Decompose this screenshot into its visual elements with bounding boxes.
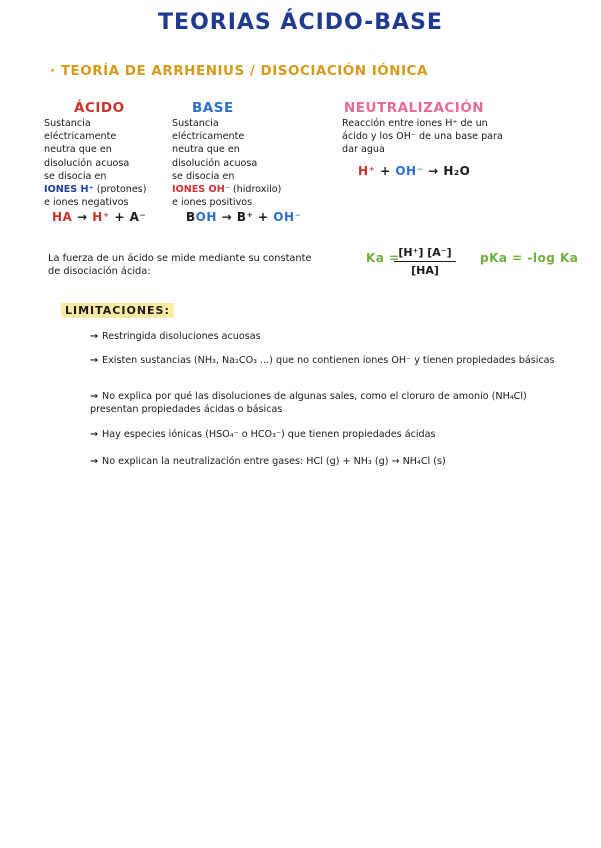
acid-title: ÁCIDO [74, 100, 125, 116]
limitation-text: Restringida disoluciones acuosas [102, 331, 261, 342]
strength-text [48, 252, 358, 278]
pka-formula: pKa = -log Ka [480, 251, 579, 265]
formula-operator: + [114, 210, 125, 224]
base-desc-line: neutra que en [172, 144, 240, 156]
arrow-icon: → [221, 210, 233, 224]
base-desc-line: eléctricamente [172, 131, 245, 143]
limitation-item [90, 428, 560, 441]
neutralization-title: NEUTRALIZACIÓN [344, 100, 485, 116]
neutralization-desc-line: dar agua [342, 144, 385, 156]
arrow-icon: → [77, 210, 88, 224]
base-desc-line: se disocia en [172, 170, 235, 182]
acid-ions-line [44, 183, 169, 196]
limitation-item [90, 390, 560, 416]
acid-description [44, 117, 169, 209]
arrow-icon: → [90, 391, 99, 402]
ka-numerator: [H⁺] [A⁻] [398, 246, 452, 259]
limitation-text: Hay especies iónicas (HSO₄⁻ o HCO₃⁻) que tienen propiedades ácidas [102, 429, 436, 440]
acid-desc-line: eléctricamente [44, 131, 117, 143]
base-description [172, 117, 317, 209]
formula-operator: + [258, 210, 269, 224]
limitation-text: No explican la neutralización entre gases: HCl (g) + NH₃ (g) → NH₄Cl (s) [102, 456, 446, 467]
ka-fraction [394, 246, 456, 277]
base-ions: IONES OH⁻ [172, 184, 230, 196]
base-desc-line: disolución acuosa [172, 157, 258, 169]
formula-term: B⁺ [236, 210, 254, 224]
strength-line: de disociación ácida: [48, 266, 151, 277]
base-ions-note: (hidroxilo) [232, 184, 282, 196]
acid-formula [52, 210, 146, 224]
arrow-icon: → [90, 456, 99, 467]
fraction-bar [394, 261, 456, 262]
formula-term: H⁺ [358, 164, 376, 178]
section-heading: · TEORÍA DE ARRHENIUS / DISOCIACIÓN IÓNICA [50, 63, 428, 79]
formula-term: H₂O [443, 164, 471, 178]
limitations-title: LIMITACIONES: [61, 303, 174, 318]
acid-desc-line: e iones negativos [44, 197, 129, 209]
neutralization-desc-line: ácido y los OH⁻ de una base para [342, 131, 503, 143]
limitation-item [90, 455, 560, 468]
formula-term: OH⁻ [273, 210, 302, 224]
base-formula [186, 210, 301, 224]
limitation-item [90, 354, 560, 367]
base-title: BASE [192, 100, 234, 116]
formula-term: B [186, 210, 196, 224]
acid-desc-line: neutra que en [44, 144, 112, 156]
acid-desc-line: se disocia en [44, 170, 107, 182]
formula-term: H⁺ [92, 210, 110, 224]
arrow-icon: → [90, 429, 99, 440]
limitation-item [90, 330, 560, 343]
formula-term: HA [52, 210, 73, 224]
base-ions-line [172, 183, 317, 196]
formula-term: A⁻ [129, 210, 147, 224]
acid-desc-line: disolución acuosa [44, 157, 130, 169]
limitation-text: No explica por qué las disoluciones de algunas sales, como el cloruro de amonio (NH₄Cl) presentan propiedades ácidas o básicas [90, 391, 527, 415]
ka-label: Ka = [366, 251, 400, 265]
page-title: TEORIAS ÁCIDO-BASE [158, 10, 443, 35]
ka-denominator: [HA] [411, 264, 439, 277]
strength-line: La fuerza de un ácido se mide mediante su constante [48, 253, 312, 264]
neutralization-description [342, 117, 572, 157]
arrow-icon: → [90, 355, 99, 366]
arrow-icon: → [428, 164, 439, 178]
limitation-text: Existen sustancias (NH₃, Na₂CO₃ ...) que no contienen iones OH⁻ y tienen propiedades básicas [102, 355, 555, 366]
arrow-icon: → [90, 331, 99, 342]
acid-desc-line: Sustancia [44, 118, 91, 129]
acid-ions-note: (protones) [96, 184, 147, 196]
neutralization-desc-line: Reacción entre iones H⁺ de un [342, 118, 488, 129]
base-desc-line: Sustancia [172, 118, 219, 129]
formula-term: OH⁻ [395, 164, 424, 178]
formula-operator: + [380, 164, 391, 178]
base-desc-line: e iones positivos [172, 197, 253, 209]
acid-ions: IONES H⁺ [44, 184, 94, 196]
formula-term: OH [195, 210, 217, 224]
neutralization-formula [358, 164, 470, 178]
